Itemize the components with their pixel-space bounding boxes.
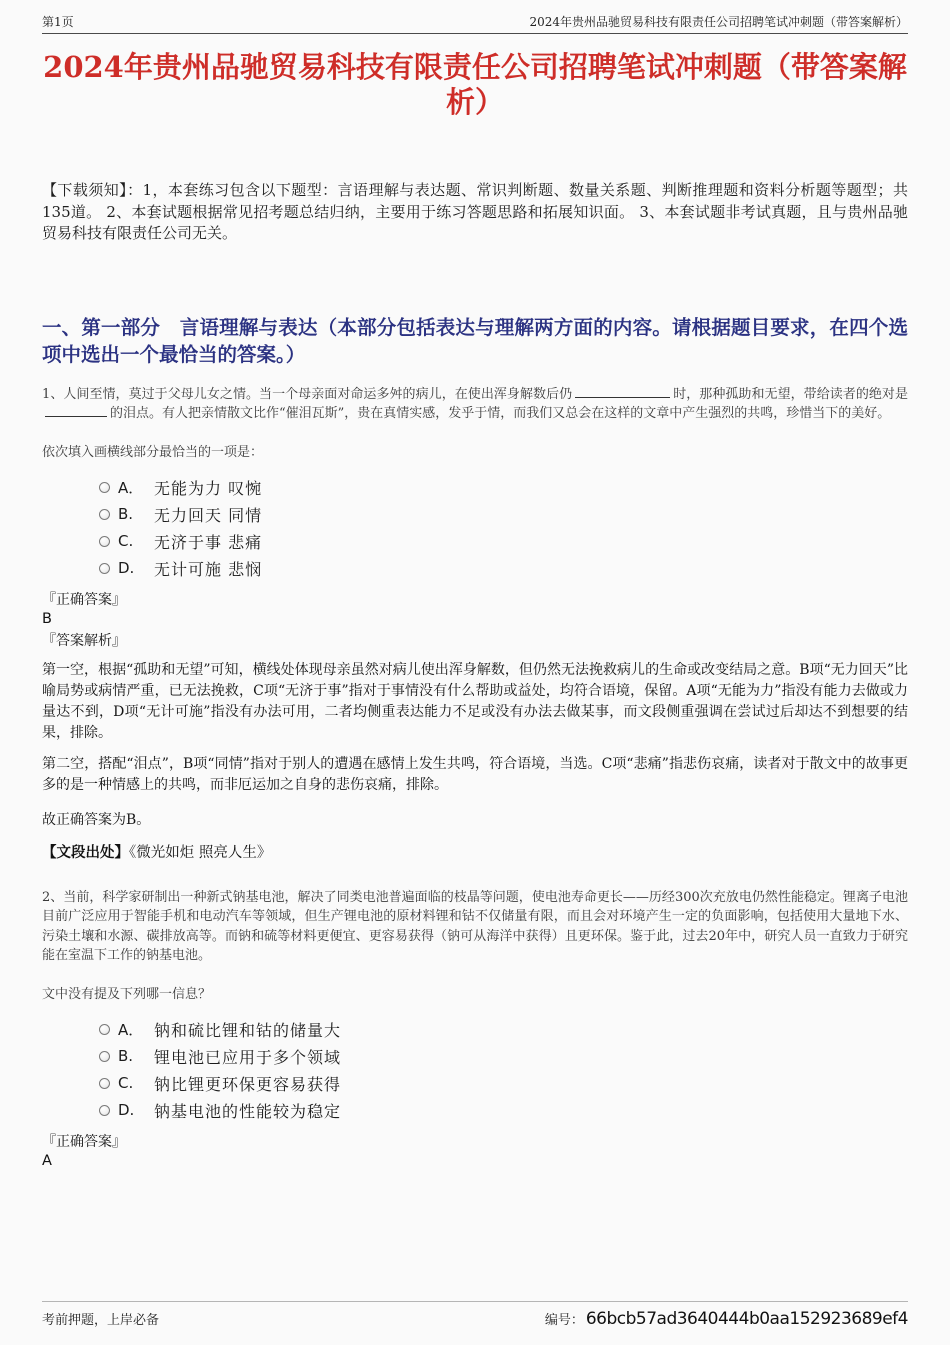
question-2-answer-label: 『正确答案』 (42, 1133, 126, 1150)
option-text: 钠比锂更环保更容易获得 (154, 1074, 342, 1094)
radio-button[interactable] (99, 509, 110, 520)
question-1-stem-part-3: 的泪点。有人把亲情散文比作“催泪瓦斯”，贵在真情实感，发乎于情，而我们又总会在这样的文章中产生强烈的共鸣，珍惜当下的美好。 (110, 406, 891, 421)
page-footer (42, 1301, 908, 1329)
radio-button[interactable] (99, 482, 110, 493)
source-label: 【文段出处】 (42, 843, 129, 861)
option-letter: B. (118, 505, 134, 523)
source-text: 《微光如炬 照亮人生》 (129, 844, 272, 861)
question-2-options (42, 1016, 908, 1124)
question-1-stem-part-2: 时，那种孤助和无望，带给读者的绝对是 (673, 386, 908, 402)
footer-serial-code: 66bcb57ad3640444b0aa152923689ef4 (585, 1309, 908, 1329)
header-doc-title: 2024年贵州品驰贸易科技有限责任公司招聘笔试冲刺题（带答案解析） (529, 15, 908, 29)
footer-serial-label: 编号： (544, 1313, 584, 1328)
question-2-option-a[interactable] (99, 1016, 908, 1043)
option-text: 钠基电池的性能较为稳定 (154, 1101, 342, 1121)
option-text: 无济于事 悲痛 (154, 532, 263, 552)
header-page-number: 第1页 (42, 15, 74, 29)
download-notice: 【下载须知】：1，本套练习包含以下题型：言语理解与表达题、常识判断题、数量关系题、判断推理题和资料分析题等题型；共135道。 2、本套试题根据常见招考题总结归纳，主要用于练习答题思路和拓展知识面。 3、本套试题非考试真题，且与贵州品驰贸易科技有限责任公司无关。 (42, 181, 908, 242)
radio-button[interactable] (99, 536, 110, 547)
question-1-analysis-paragraph-1: 第一空，根据“孤助和无望”可知，横线处体现母亲虽然对病儿使出浑身解数，但仍然无法挽救病儿的生命或改变结局之意。B项“无力回天”比喻局势或病情严重，已无法挽救，C项“无济于事”指对于事情没有什么帮助或益处，均符合语境，保留。A项“无能为力”指没有能力去做或力量达不到，D项“无计可施”指没有办法可用，二者均侧重表达能力不足或没有办法去做某事，而文段侧重强调在尝试过后却达不到想要的结果，排除。 (42, 661, 908, 741)
radio-button[interactable] (99, 1051, 110, 1062)
question-2-stem: 2、当前，科学家研制出一种新式钠基电池，解决了同类电池普遍面临的枝晶等问题，使电池寿命更长——历经300次充放电仍然性能稳定。锂离子电池目前广泛应用于智能手机和电动汽车等领域，但生产锂电池的原材料锂和钴不仅储量有限，而且会对环境产生一定的负面影响，包括使用大量地下水、污染土壤和水源、碳排放高等。而钠和硫等材料更便宜、更容易获得（钠可从海洋中获得）且更环保。鉴于此，过去20年中，研究人员一直致力于研究能在室温下工作的钠基电池。 (42, 889, 908, 963)
radio-button[interactable] (99, 1024, 110, 1035)
option-text: 钠和硫比锂和钴的储量大 (154, 1020, 342, 1040)
question-2-option-b[interactable] (99, 1043, 908, 1070)
question-1-prompt: 依次填入画横线部分最恰当的一项是： (42, 444, 264, 460)
option-letter: D. (118, 1101, 135, 1119)
question-1-analysis-paragraph-2: 第二空，搭配“泪点”，B项“同情”指对于别人的遭遇在感情上发生共鸣，符合语境，当选。C项“悲痛”指悲伤哀痛，读者对于散文中的故事更多的是一种情感上的共鸣，而非厄运加之自身的悲伤哀痛，排除。 (42, 755, 908, 793)
option-letter: D. (118, 559, 135, 577)
question-1-option-a[interactable] (99, 474, 908, 501)
question-1-option-c[interactable] (99, 528, 908, 555)
question-1-answer-value: B (42, 610, 52, 627)
option-text: 无能为力 叹惋 (154, 478, 263, 498)
footer-serial (545, 1309, 908, 1329)
option-letter: A． (118, 478, 144, 497)
question-2-option-c[interactable] (99, 1070, 908, 1097)
question-1-stem (42, 385, 908, 424)
radio-button[interactable] (99, 1078, 110, 1089)
option-letter: A． (118, 1020, 144, 1039)
option-text: 无力回天 同情 (154, 505, 263, 525)
radio-button[interactable] (99, 563, 110, 574)
question-2-option-d[interactable] (99, 1097, 908, 1124)
blank-underline (575, 386, 670, 398)
question-1-source (42, 841, 908, 862)
question-2-prompt: 文中没有提及下列哪一信息？ (42, 986, 212, 1002)
question-1-answer-label: 『正确答案』 (42, 591, 126, 608)
question-1-option-d[interactable] (99, 555, 908, 582)
question-1-conclusion: 故正确答案为B。 (42, 811, 151, 828)
question-2-answer-value: A (42, 1152, 52, 1169)
question-1-analysis-label: 『答案解析』 (42, 632, 126, 649)
page-header (42, 0, 908, 34)
option-text: 锂电池已应用于多个领域 (154, 1047, 342, 1067)
question-1-stem-part-1: 1、人间至情，莫过于父母儿女之情。当一个母亲面对命运多舛的病儿，在使出浑身解数后仍 (42, 386, 573, 402)
question-1-options (42, 474, 908, 582)
question-1-option-b[interactable] (99, 501, 908, 528)
option-letter: B. (118, 1047, 134, 1065)
document-title: 2024年贵州品驰贸易科技有限责任公司招聘笔试冲刺题（带答案解析） (43, 50, 907, 119)
option-letter: C. (118, 1074, 134, 1092)
radio-button[interactable] (99, 1105, 110, 1116)
option-letter: C. (118, 532, 134, 550)
footer-slogan: 考前押题，上岸必备 (42, 1313, 160, 1328)
section-heading: 一、第一部分 言语理解与表达（本部分包括表达与理解两方面的内容。请根据题目要求，在四个选项中选出一个最恰当的答案。） (42, 315, 908, 366)
blank-underline (45, 405, 107, 417)
option-text: 无计可施 悲悯 (154, 559, 263, 579)
